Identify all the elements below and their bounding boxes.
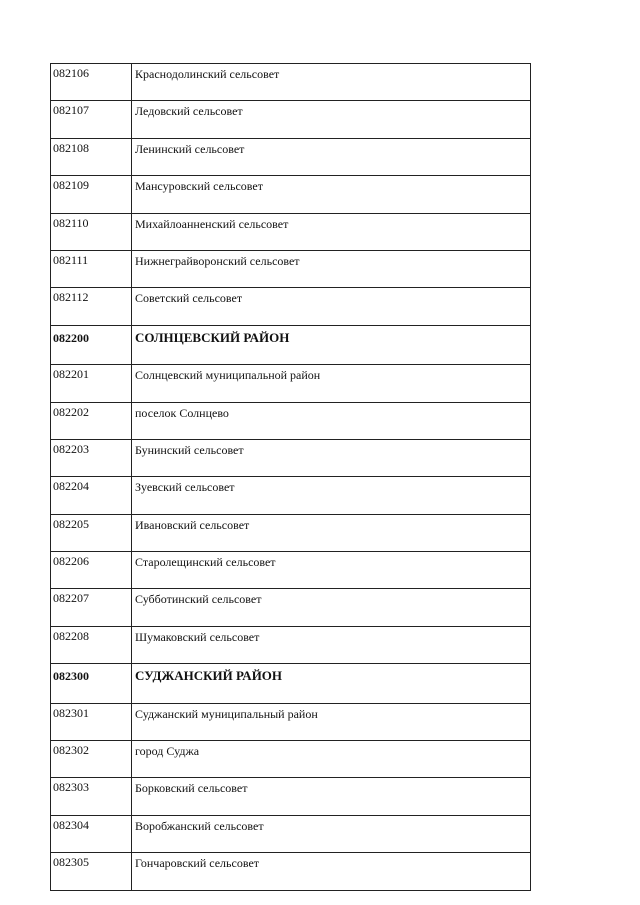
table-row [51,138,531,175]
table-row [51,514,531,551]
table-row [51,741,531,778]
row-name: Михайлоанненский сельсовет [132,213,531,250]
row-code: 082302 [51,741,132,778]
row-name: Нижнеграйворонский сельсовет [132,250,531,287]
row-name: Зуевский сельсовет [132,477,531,514]
table-row [51,778,531,815]
row-code: 082203 [51,439,132,476]
district-name: СОЛНЦЕВСКИЙ РАЙОН [132,325,531,364]
row-code: 082202 [51,402,132,439]
table-row [51,626,531,663]
table-row [51,815,531,852]
table-row [51,64,531,101]
row-code: 082205 [51,514,132,551]
row-name: Ледовский сельсовет [132,101,531,138]
row-code: 082107 [51,101,132,138]
row-code: 082201 [51,365,132,402]
table-row [51,853,531,890]
row-name: Ивановский сельсовет [132,514,531,551]
row-name: Бунинский сельсовет [132,439,531,476]
district-name: СУДЖАНСКИЙ РАЙОН [132,664,531,703]
table-row [51,402,531,439]
row-name: Старолещинский сельсовет [132,552,531,589]
district-heading-row [51,664,531,703]
row-code: 082108 [51,138,132,175]
row-name: Мансуровский сельсовет [132,176,531,213]
row-name: Ленинский сельсовет [132,138,531,175]
row-code: 082206 [51,552,132,589]
row-code: 082109 [51,176,132,213]
row-code: 082106 [51,64,132,101]
row-name: Советский сельсовет [132,288,531,325]
table-row [51,439,531,476]
row-name: Шумаковский сельсовет [132,626,531,663]
row-name: Солнцевский муниципальной район [132,365,531,402]
row-code: 082111 [51,250,132,287]
table-row [51,250,531,287]
district-code: 082200 [51,325,132,364]
district-code: 082300 [51,664,132,703]
table-row [51,288,531,325]
row-name: Воробжанский сельсовет [132,815,531,852]
row-code: 082112 [51,288,132,325]
row-name: Субботинский сельсовет [132,589,531,626]
table-row [51,552,531,589]
row-code: 082303 [51,778,132,815]
row-code: 082207 [51,589,132,626]
row-name: Гончаровский сельсовет [132,853,531,890]
district-heading-row [51,325,531,364]
table-row [51,176,531,213]
row-code: 082304 [51,815,132,852]
row-name: поселок Солнцево [132,402,531,439]
row-name: Борковский сельсовет [132,778,531,815]
row-code: 082208 [51,626,132,663]
row-name: Краснодолинский сельсовет [132,64,531,101]
table-row [51,589,531,626]
table-row [51,365,531,402]
table-body [51,64,531,891]
row-code: 082305 [51,853,132,890]
row-name: Суджанский муниципальный район [132,703,531,740]
row-code: 082301 [51,703,132,740]
table-row [51,213,531,250]
table-row [51,477,531,514]
row-code: 082110 [51,213,132,250]
row-name: город Суджа [132,741,531,778]
table-row [51,101,531,138]
territory-code-table [50,63,531,891]
row-code: 082204 [51,477,132,514]
table-row [51,703,531,740]
